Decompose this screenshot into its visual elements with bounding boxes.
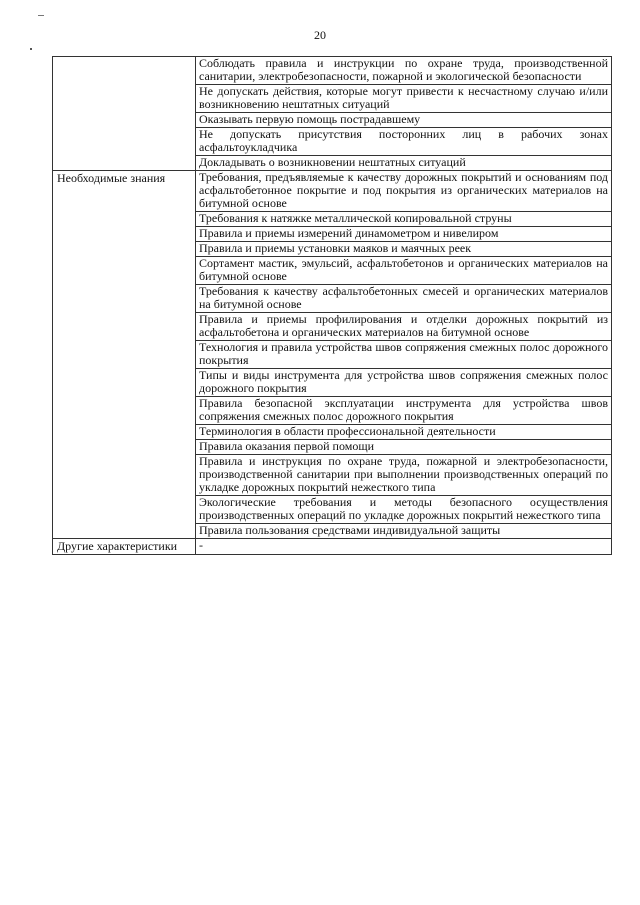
requirement-item: Оказывать первую помощь пострадавшему <box>196 113 612 128</box>
requirement-item: Экологические требования и методы безопасного осуществления производственных операций по укладке дорожных покрытий нежесткого типа <box>196 496 612 524</box>
requirement-item: Докладывать о возникновении нештатных ситуаций <box>196 156 612 171</box>
competency-table <box>52 56 612 555</box>
scan-artifact <box>30 48 32 50</box>
section-label: Необходимые знания <box>53 171 196 539</box>
section-label <box>53 57 196 171</box>
requirement-item: Правила и приемы измерений динамометром и нивелиром <box>196 227 612 242</box>
requirement-item: Технология и правила устройства швов сопряжения смежных полос дорожного покрытия <box>196 341 612 369</box>
requirement-item: Правила пользования средствами индивидуальной защиты <box>196 524 612 539</box>
scan-artifact <box>38 15 44 16</box>
requirement-item: Соблюдать правила и инструкции по охране труда, производственной санитарии, электробезопасности, пожарной и экологической безопасности <box>196 57 612 85</box>
requirement-item: Не допускать присутствия посторонних лиц в рабочих зонах асфальтоукладчика <box>196 128 612 156</box>
requirement-item: Сортамент мастик, эмульсий, асфальтобетонов и органических материалов на битумной основе <box>196 257 612 285</box>
requirement-item: Правила оказания первой помощи <box>196 440 612 455</box>
table-row <box>53 539 612 555</box>
requirement-item: Правила и инструкция по охране труда, пожарной и электробезопасности, производственной санитарии при выполнении производственных операций по укладке дорожных покрытий нежесткого типа <box>196 455 612 496</box>
requirement-item: Требования к натяжке металлической копировальной струны <box>196 212 612 227</box>
requirement-item: Не допускать действия, которые могут привести к несчастному случаю и/или возникновению нештатных ситуаций <box>196 85 612 113</box>
requirement-item: Терминология в области профессиональной деятельности <box>196 425 612 440</box>
requirement-item: - <box>196 539 612 555</box>
requirement-item: Требования, предъявляемые к качеству дорожных покрытий и основаниям под асфальтобетонное покрытие и под покрытия из органических материалов на битумной основе <box>196 171 612 212</box>
requirement-item: Правила безопасной эксплуатации инструмента для устройства швов сопряжения смежных полос дорожного покрытия <box>196 397 612 425</box>
table-row <box>53 57 612 85</box>
table-body <box>53 57 612 555</box>
requirement-item: Правила и приемы профилирования и отделки дорожных покрытий из асфальтобетона и органических материалов на битумной основе <box>196 313 612 341</box>
table-row <box>53 171 612 212</box>
requirement-item: Правила и приемы установки маяков и маячных реек <box>196 242 612 257</box>
requirement-item: Требования к качеству асфальтобетонных смесей и органических материалов на битумной основе <box>196 285 612 313</box>
section-label: Другие характеристики <box>53 539 196 555</box>
page-number: 20 <box>314 28 326 42</box>
requirement-item: Типы и виды инструмента для устройства швов сопряжения смежных полос дорожного покрытия <box>196 369 612 397</box>
